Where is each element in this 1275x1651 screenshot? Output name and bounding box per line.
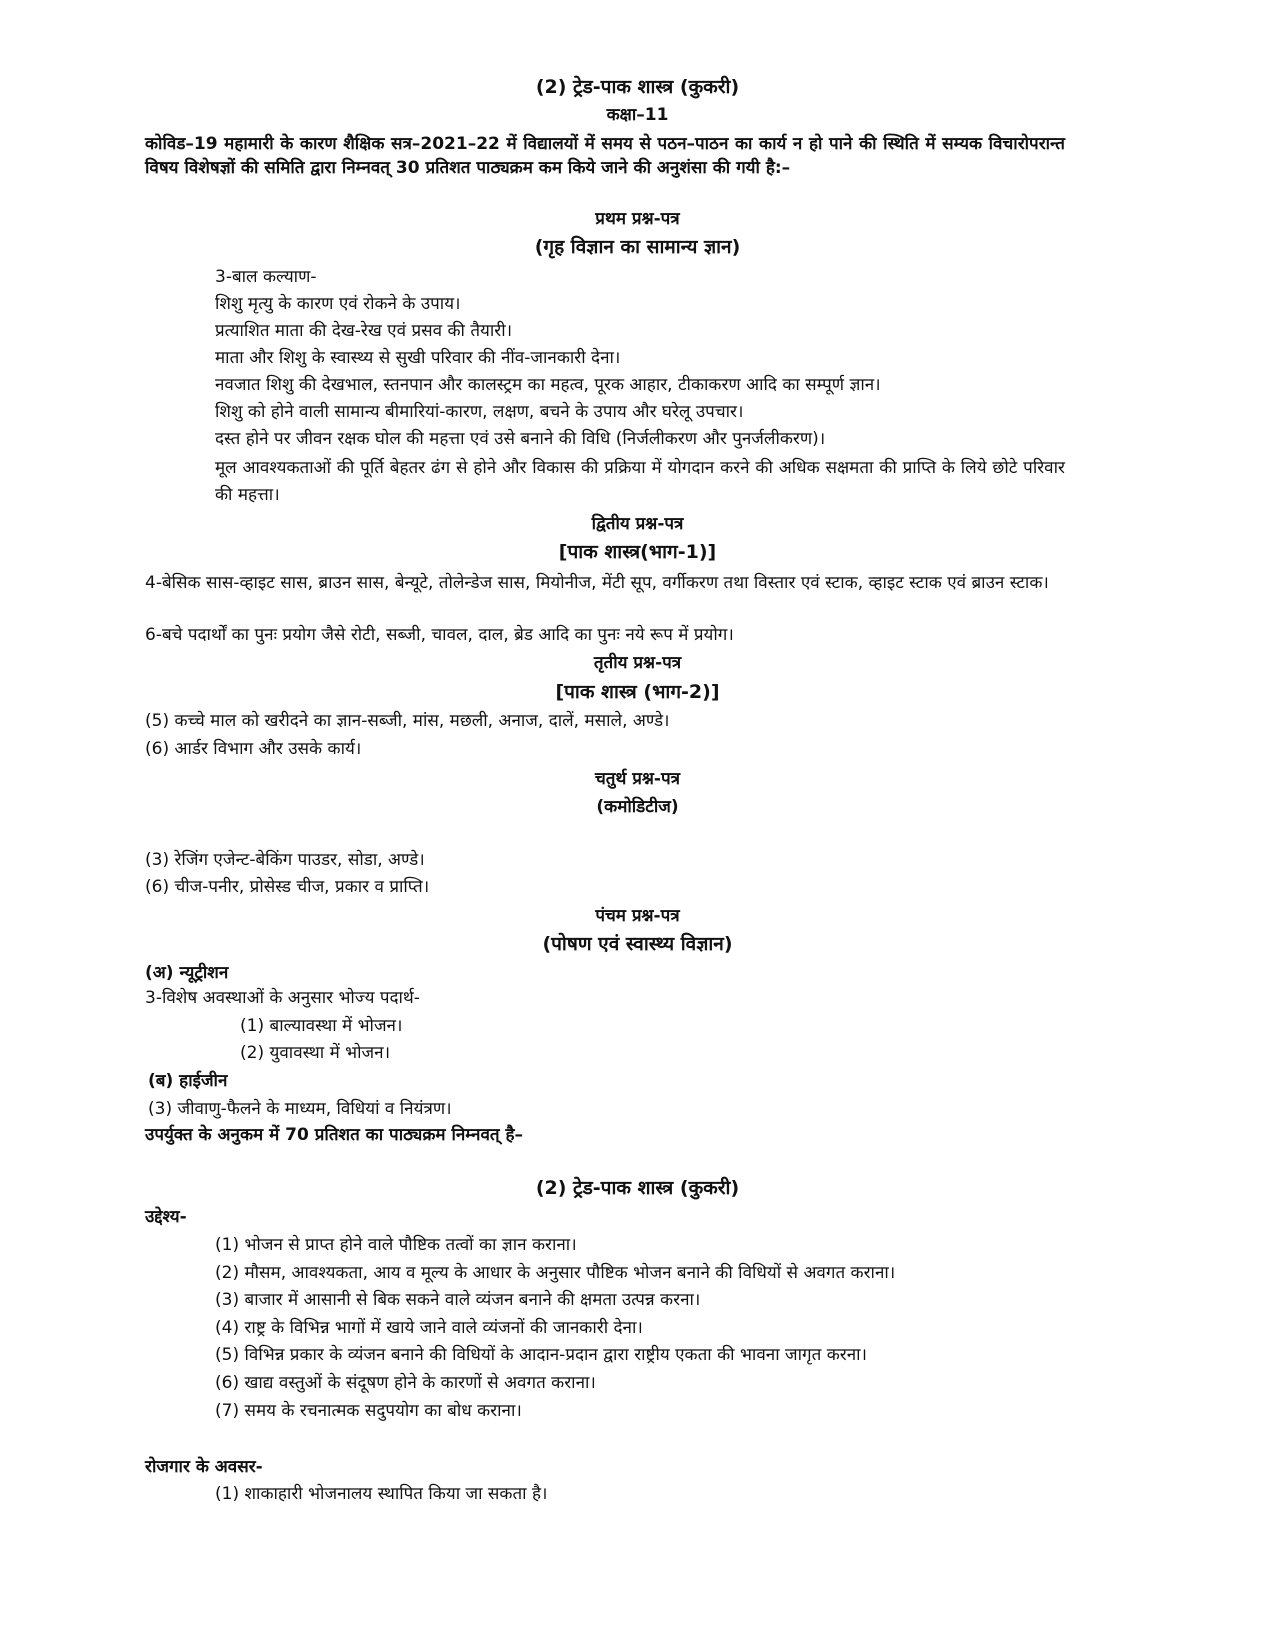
objective-item: (2) मौसम, आवश्यकता, आय व मूल्य के आधार के अनुसार पौष्टिक भोजन बनाने की विधियों से अवगत कराना। (215, 1263, 896, 1283)
remaining-syllabus-note: उपर्युक्त के अनुकम में 70 प्रतिशत का पाठ्यक्रम निम्नवत् है– (145, 1125, 524, 1145)
paper1-item: मूल आवश्यकताओं की पूर्ति बेहतर ढंग से होने और विकास की प्रक्रिया में योगदान करने की अधिक सक्षमता की प्राप्ति के लिये छोटे परिवार की महत्ता। (215, 458, 1065, 505)
paper4-subheading: (कमोडिटीज) (596, 797, 679, 817)
paper5-section-b-heading: (ब) हाईजीन (148, 1071, 228, 1091)
paper3-heading: तृतीय प्रश्न-पत्र (593, 653, 682, 673)
objective-item: (5) विभिन्न प्रकार के व्यंजन बनाने की विधियों के आदान-प्रदान द्वारा राष्ट्रीय एकता की भावना जागृत करना। (215, 1345, 867, 1365)
paper5-section-a-heading: (अ) न्यूट्रीशन (145, 963, 229, 983)
objective-item: (7) समय के रचनात्मक सदुपयोग का बोध कराना। (215, 1401, 522, 1421)
paper5-section-a-item: (2) युवावस्था में भोजन। (240, 1043, 391, 1063)
document-title: (2) ट्रेड-पाक शास्त्र (कुकरी) (535, 76, 740, 98)
paper2-item: 4-बेसिक सास-व्हाइट सास, ब्राउन सास, बेन्यूटे, तोलेन्डेज सास, मियोनीज, मेंटी सूप, वर्गीकरण तथा विस्तार एवं स्टाक, व्हाइट स्टाक एवं ब्राउन स्टाक। (145, 573, 1049, 593)
paper3-subheading: [पाक शास्त्र (भाग-2)] (555, 681, 720, 703)
paper2-subheading: [पाक शास्त्र(भाग-1)] (558, 541, 717, 563)
paper1-item: माता और शिशु के स्वास्थ्य से सुखी परिवार की नींव-जानकारी देना। (215, 348, 621, 368)
objective-item: (4) राष्ट्र के विभिन्न भागों में खाये जाने वाले व्यंजनों की जानकारी देना। (215, 1318, 643, 1338)
paper5-subheading: (पोषण एवं स्वास्थ्य विज्ञान) (542, 933, 733, 955)
paper5-heading: पंचम प्रश्न-पत्र (595, 906, 680, 926)
paper1-item: प्रत्याशित माता की देख-रेख एवं प्रसव की तैयारी। (215, 321, 513, 341)
paper3-item: (6) आर्डर विभाग और उसके कार्य। (145, 739, 362, 759)
paper1-item: नवजात शिशु की देखभाल, स्तनपान और कालस्ट्रम का महत्व, पूरक आहार, टीकाकरण आदि का सम्पूर्ण ज्ञान। (215, 375, 881, 395)
paper3-item: (5) कच्चे माल को खरीदने का ज्ञान-सब्जी, मांस, मछली, अनाज, दालें, मसाले, अण्डे। (145, 711, 670, 731)
paper2-heading: द्वितीय प्रश्न-पत्र (591, 514, 684, 534)
paper5-section-b-item: (3) जीवाणु-फैलने के माध्यम, विधियां व नियंत्रण। (148, 1099, 452, 1119)
paper1-item: शिशु को होने वाली सामान्य बीमारियां-कारण, लक्षण, बचने के उपाय और घरेलू उपचार। (215, 402, 744, 422)
objective-item: (6) खाद्य वस्तुओं के संदूषण होने के कारणों से अवगत कराना। (215, 1373, 596, 1393)
paper4-item: (3) रेजिंग एजेन्ट-बेकिंग पाउडर, सोडा, अण्डे। (145, 850, 425, 870)
paper1-heading: प्रथम प्रश्न-पत्र (595, 209, 680, 229)
employment-item: (1) शाकाहारी भोजनालय स्थापित किया जा सकता है। (215, 1484, 548, 1504)
objective-item: (3) बाजार में आसानी से बिक सकने वाले व्यंजन बनाने की क्षमता उत्पन्न करना। (215, 1290, 701, 1310)
paper5-section-a-intro: 3-विशेष अवस्थाओं के अनुसार भोज्य पदार्थ- (145, 988, 420, 1008)
paper1-item: 3-बाल कल्याण- (215, 267, 317, 287)
paper5-section-a-item: (1) बाल्यावस्था में भोजन। (240, 1016, 403, 1036)
paper1-item: दस्त होने पर जीवन रक्षक घोल की महत्ता एवं उसे बनाने की विधि (निर्जलीकरण और पुनर्जलीकरण)। (215, 429, 826, 449)
paper2-item: 6-बचे पदार्थों का पुनः प्रयोग जैसे रोटी, सब्जी, चावल, दाल, ब्रेड आदि का पुनः नये रूप में प्रयोग। (145, 625, 734, 645)
section2-title: (2) ट्रेड-पाक शास्त्र (कुकरी) (535, 1177, 740, 1199)
objectives-heading: उद्देश्य- (145, 1207, 187, 1227)
employment-heading: रोजगार के अवसर- (145, 1457, 263, 1477)
paper4-item: (6) चीज-पनीर, प्रोसेस्ड चीज, प्रकार व प्राप्ति। (145, 877, 430, 897)
paper4-heading: चतुर्थ प्रश्न-पत्र (594, 769, 681, 789)
class-label: कक्षा–11 (606, 105, 669, 125)
paper1-item: शिशु मृत्यु के कारण एवं रोकने के उपाय। (215, 294, 461, 314)
objective-item: (1) भोजन से प्राप्त होने वाले पौष्टिक तत्वों का ज्ञान कराना। (215, 1235, 577, 1255)
intro-paragraph: कोविड–19 महामारी के कारण शैक्षिक सत्र–2021–22 में विद्यालयों में समय से पठन–पाठन का कार्य न हो पाने की स्थिति में सम्यक विचारोपरान्त विषय विशेषज्ञों की समिति द्वारा निम्नवत् 30 प्रतिशत पाठ्यक्रम कम किये जाने की अनुशंसा की गयी है:– (145, 134, 1065, 178)
paper1-subheading: (गृह विज्ञान का सामान्य ज्ञान) (534, 236, 741, 258)
